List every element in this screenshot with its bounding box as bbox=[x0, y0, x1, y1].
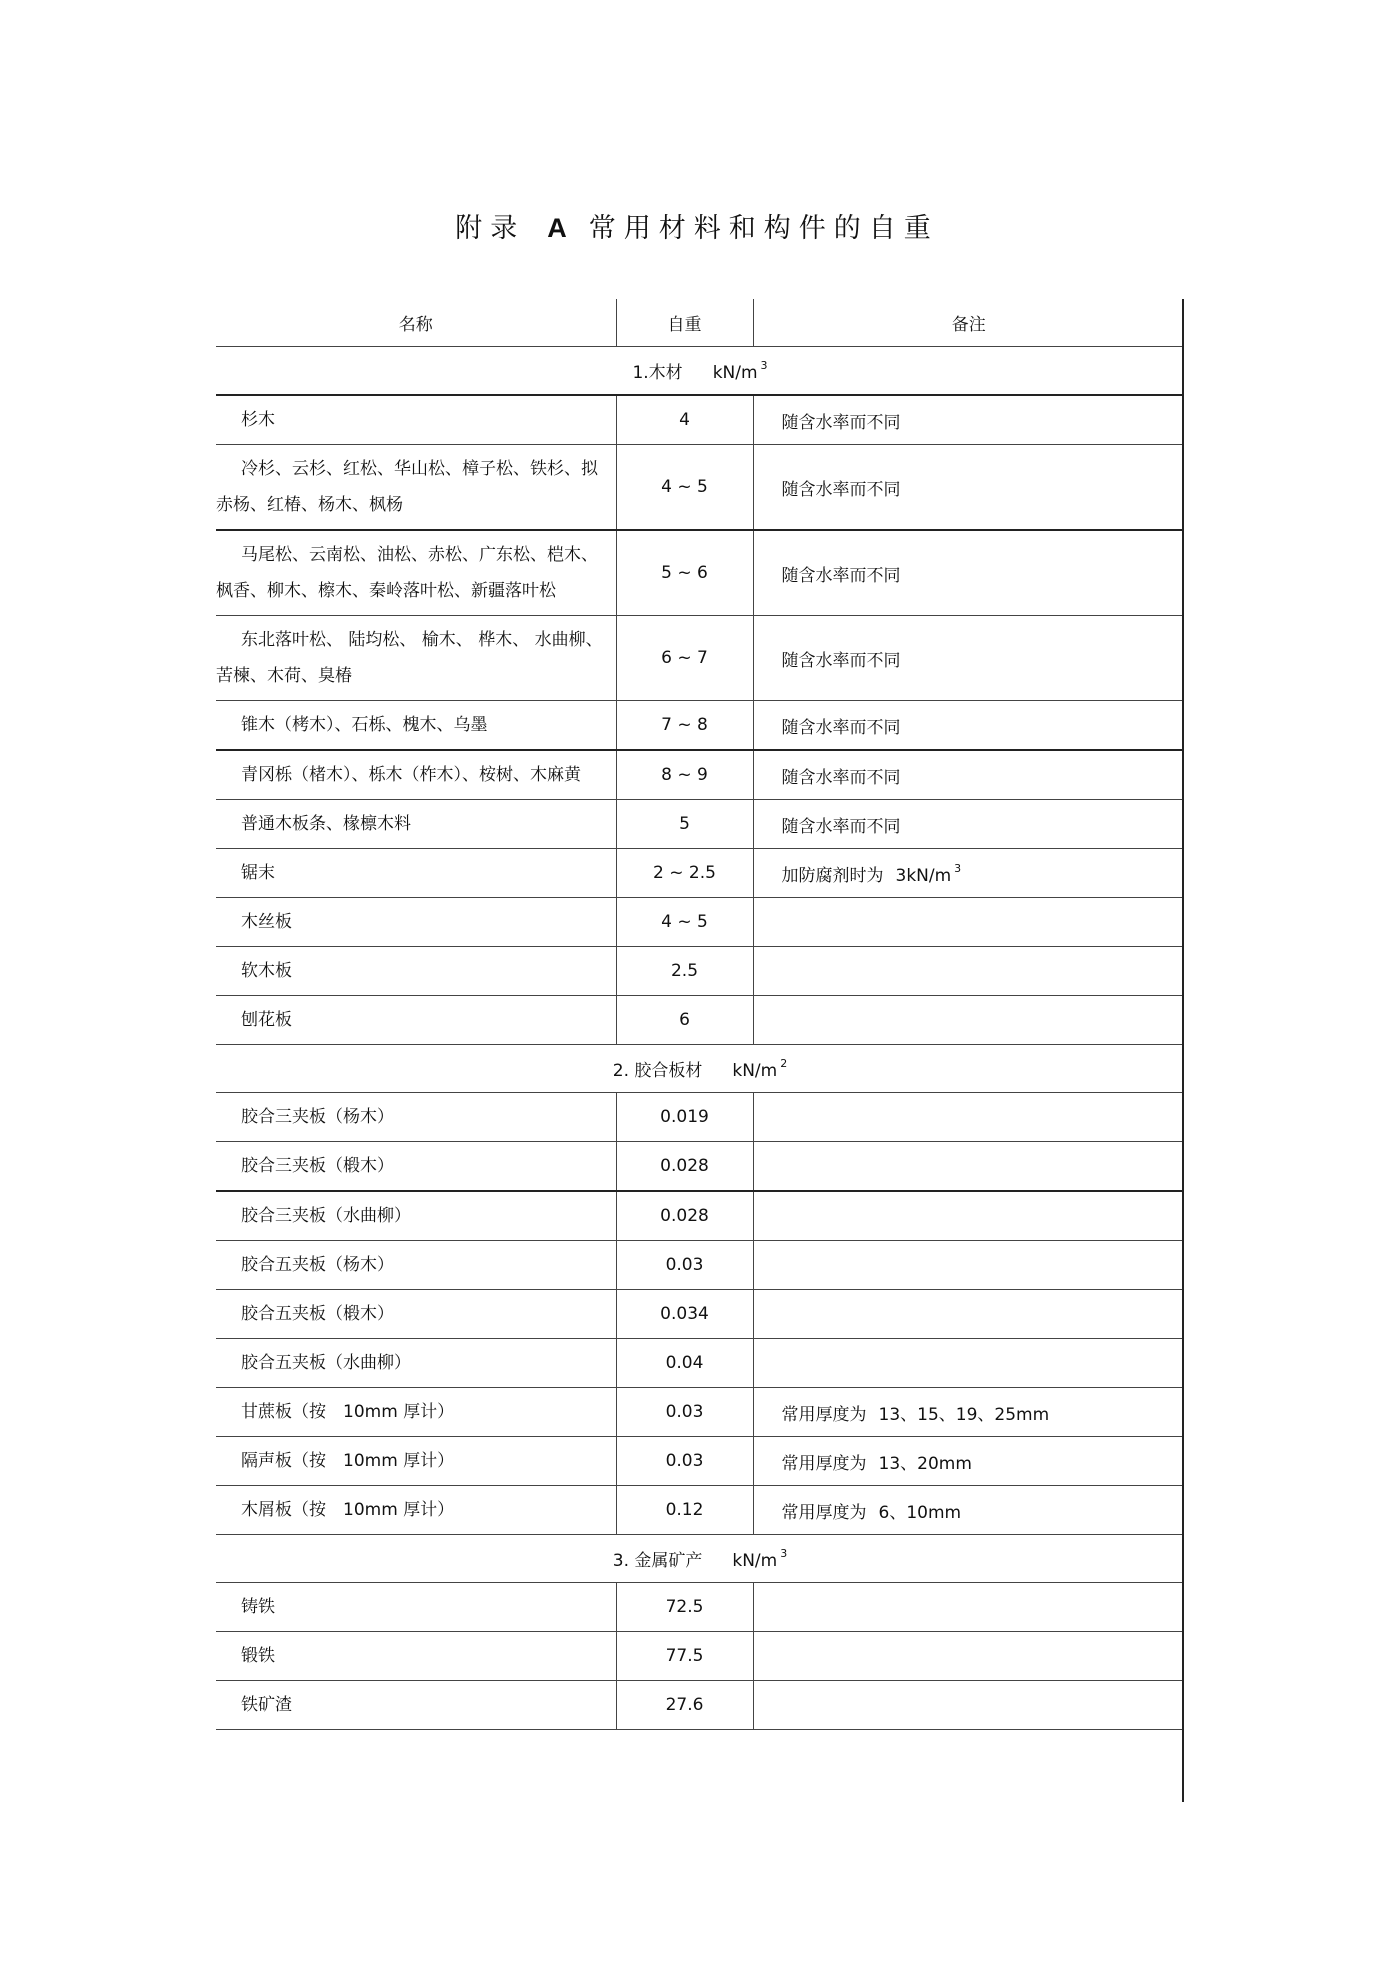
material-weight: 2 ~ 2.5 bbox=[616, 849, 753, 898]
note-text: 随含水率而不同 bbox=[781, 412, 901, 433]
material-name: 铁矿渣 bbox=[216, 1681, 616, 1730]
table-row bbox=[216, 750, 1184, 800]
table-header-row bbox=[216, 299, 1184, 347]
material-weight: 0.028 bbox=[616, 1191, 753, 1241]
title-letter: A bbox=[547, 213, 567, 243]
material-name: 锯末 bbox=[216, 849, 616, 898]
note-value: 3kN/m bbox=[895, 865, 952, 886]
material-name: 隔声板（按 10mm 厚计） bbox=[216, 1437, 616, 1486]
material-weight: 5 ~ 6 bbox=[616, 530, 753, 616]
material-note bbox=[753, 800, 1184, 849]
section-unit-exponent: 3 bbox=[780, 1547, 788, 1560]
material-name: 木丝板 bbox=[216, 898, 616, 947]
section-header-row bbox=[216, 1535, 1184, 1583]
material-weight: 77.5 bbox=[616, 1632, 753, 1681]
note-text: 随含水率而不同 bbox=[781, 479, 901, 500]
material-name: 普通木板条、椽檩木料 bbox=[216, 800, 616, 849]
material-weight: 8 ~ 9 bbox=[616, 750, 753, 800]
material-note bbox=[753, 1093, 1184, 1142]
material-note bbox=[753, 1339, 1184, 1388]
section-unit: kN/m bbox=[712, 363, 758, 383]
material-weight: 0.03 bbox=[616, 1437, 753, 1486]
material-weight: 2.5 bbox=[616, 947, 753, 996]
material-note bbox=[753, 1241, 1184, 1290]
material-name: 杉木 bbox=[216, 395, 616, 445]
table-row bbox=[216, 996, 1184, 1045]
material-weight: 6 ~ 7 bbox=[616, 616, 753, 701]
note-value: 13、20mm bbox=[878, 1453, 972, 1474]
table-row bbox=[216, 1093, 1184, 1142]
material-name: 木屑板（按 10mm 厚计） bbox=[216, 1486, 616, 1535]
material-name: 胶合五夹板（椴木） bbox=[216, 1290, 616, 1339]
table-right-border bbox=[1182, 299, 1184, 1802]
material-name: 锻铁 bbox=[216, 1632, 616, 1681]
table-row bbox=[216, 898, 1184, 947]
material-note bbox=[753, 530, 1184, 616]
note-text: 常用厚度为 bbox=[781, 1404, 867, 1425]
material-weight: 4 ~ 5 bbox=[616, 898, 753, 947]
table-row bbox=[216, 849, 1184, 898]
material-name: 锥木（栲木）、石栎、槐木、乌墨 bbox=[216, 701, 616, 751]
material-note bbox=[753, 616, 1184, 701]
material-note bbox=[753, 395, 1184, 445]
table-row bbox=[216, 1583, 1184, 1632]
table-row bbox=[216, 1632, 1184, 1681]
table-row bbox=[216, 1142, 1184, 1192]
material-weight: 6 bbox=[616, 996, 753, 1045]
note-text: 随含水率而不同 bbox=[781, 717, 901, 738]
header-weight: 自重 bbox=[616, 299, 753, 347]
material-weight: 0.03 bbox=[616, 1388, 753, 1437]
section-label: 1.木材 bbox=[632, 363, 683, 383]
page-title bbox=[0, 206, 1394, 245]
note-text: 常用厚度为 bbox=[781, 1502, 867, 1523]
note-exponent: 3 bbox=[954, 861, 962, 875]
section-title bbox=[216, 347, 1184, 396]
section-unit-exponent: 3 bbox=[760, 359, 768, 372]
material-note bbox=[753, 849, 1184, 898]
material-name: 青冈栎（楮木）、栎木（柞木）、桉树、木麻黄 bbox=[216, 750, 616, 800]
material-note bbox=[753, 1437, 1184, 1486]
material-name: 胶合五夹板（水曲柳） bbox=[216, 1339, 616, 1388]
table-row bbox=[216, 1486, 1184, 1535]
table-row bbox=[216, 1290, 1184, 1339]
header-note: 备注 bbox=[753, 299, 1184, 347]
table-row bbox=[216, 1339, 1184, 1388]
material-name: 软木板 bbox=[216, 947, 616, 996]
note-value: 6、10mm bbox=[878, 1502, 962, 1523]
table-row bbox=[216, 1681, 1184, 1730]
material-weight: 7 ~ 8 bbox=[616, 701, 753, 751]
table-row bbox=[216, 445, 1184, 531]
note-text: 随含水率而不同 bbox=[781, 767, 901, 788]
material-weight: 5 bbox=[616, 800, 753, 849]
material-name: 东北落叶松、 陆均松、 榆木、 桦木、 水曲柳、苦楝、木荷、臭椿 bbox=[216, 616, 616, 701]
title-prefix: 附录 bbox=[455, 213, 526, 244]
material-note bbox=[753, 1681, 1184, 1730]
table-row bbox=[216, 1388, 1184, 1437]
note-text: 随含水率而不同 bbox=[781, 565, 901, 586]
note-value: 13、15、19、25mm bbox=[878, 1404, 1050, 1425]
material-note bbox=[753, 1486, 1184, 1535]
table-row bbox=[216, 1437, 1184, 1486]
material-weight: 4 bbox=[616, 395, 753, 445]
section-unit: kN/m bbox=[732, 1551, 778, 1571]
material-note bbox=[753, 996, 1184, 1045]
material-note bbox=[753, 701, 1184, 751]
material-name: 刨花板 bbox=[216, 996, 616, 1045]
header-name: 名称 bbox=[216, 299, 616, 347]
material-note bbox=[753, 1142, 1184, 1192]
table-row bbox=[216, 947, 1184, 996]
material-note bbox=[753, 1583, 1184, 1632]
table-row bbox=[216, 701, 1184, 751]
material-weight: 27.6 bbox=[616, 1681, 753, 1730]
section-title bbox=[216, 1045, 1184, 1093]
material-name: 胶合五夹板（杨木） bbox=[216, 1241, 616, 1290]
material-note bbox=[753, 947, 1184, 996]
material-note bbox=[753, 750, 1184, 800]
section-title bbox=[216, 1535, 1184, 1583]
section-unit-exponent: 2 bbox=[780, 1057, 788, 1070]
section-label: 2. 胶合板材 bbox=[612, 1061, 703, 1081]
title-text: 常用材料和构件的自重 bbox=[588, 213, 939, 244]
table-row bbox=[216, 530, 1184, 616]
note-text: 加防腐剂时为 bbox=[781, 865, 884, 886]
material-name: 甘蔗板（按 10mm 厚计） bbox=[216, 1388, 616, 1437]
material-name: 胶合三夹板（水曲柳） bbox=[216, 1191, 616, 1241]
table-row bbox=[216, 1241, 1184, 1290]
table-row bbox=[216, 395, 1184, 445]
material-weight: 0.04 bbox=[616, 1339, 753, 1388]
material-weight: 4 ~ 5 bbox=[616, 445, 753, 531]
material-weight: 0.034 bbox=[616, 1290, 753, 1339]
section-header-row bbox=[216, 347, 1184, 396]
material-name: 冷杉、云杉、红松、华山松、樟子松、铁杉、拟赤杨、红椿、杨木、枫杨 bbox=[216, 445, 616, 531]
material-name: 胶合三夹板（杨木） bbox=[216, 1093, 616, 1142]
note-text: 随含水率而不同 bbox=[781, 816, 901, 837]
note-text: 随含水率而不同 bbox=[781, 650, 901, 671]
table-row bbox=[216, 616, 1184, 701]
material-note bbox=[753, 1290, 1184, 1339]
material-note bbox=[753, 445, 1184, 531]
section-header-row bbox=[216, 1045, 1184, 1093]
material-name: 铸铁 bbox=[216, 1583, 616, 1632]
material-weight-table bbox=[216, 299, 1184, 1730]
table-row bbox=[216, 1191, 1184, 1241]
material-weight: 0.03 bbox=[616, 1241, 753, 1290]
material-name: 胶合三夹板（椴木） bbox=[216, 1142, 616, 1192]
material-note bbox=[753, 1191, 1184, 1241]
table-row bbox=[216, 800, 1184, 849]
material-name: 马尾松、云南松、油松、赤松、广东松、桤木、枫香、柳木、檫木、秦岭落叶松、新疆落叶松 bbox=[216, 530, 616, 616]
material-weight: 0.019 bbox=[616, 1093, 753, 1142]
material-weight: 72.5 bbox=[616, 1583, 753, 1632]
note-text: 常用厚度为 bbox=[781, 1453, 867, 1474]
section-unit: kN/m bbox=[732, 1061, 778, 1081]
material-weight: 0.12 bbox=[616, 1486, 753, 1535]
section-label: 3. 金属矿产 bbox=[612, 1551, 703, 1571]
material-note bbox=[753, 1388, 1184, 1437]
table-body bbox=[216, 347, 1184, 1730]
material-note bbox=[753, 898, 1184, 947]
material-note bbox=[753, 1632, 1184, 1681]
material-weight: 0.028 bbox=[616, 1142, 753, 1192]
